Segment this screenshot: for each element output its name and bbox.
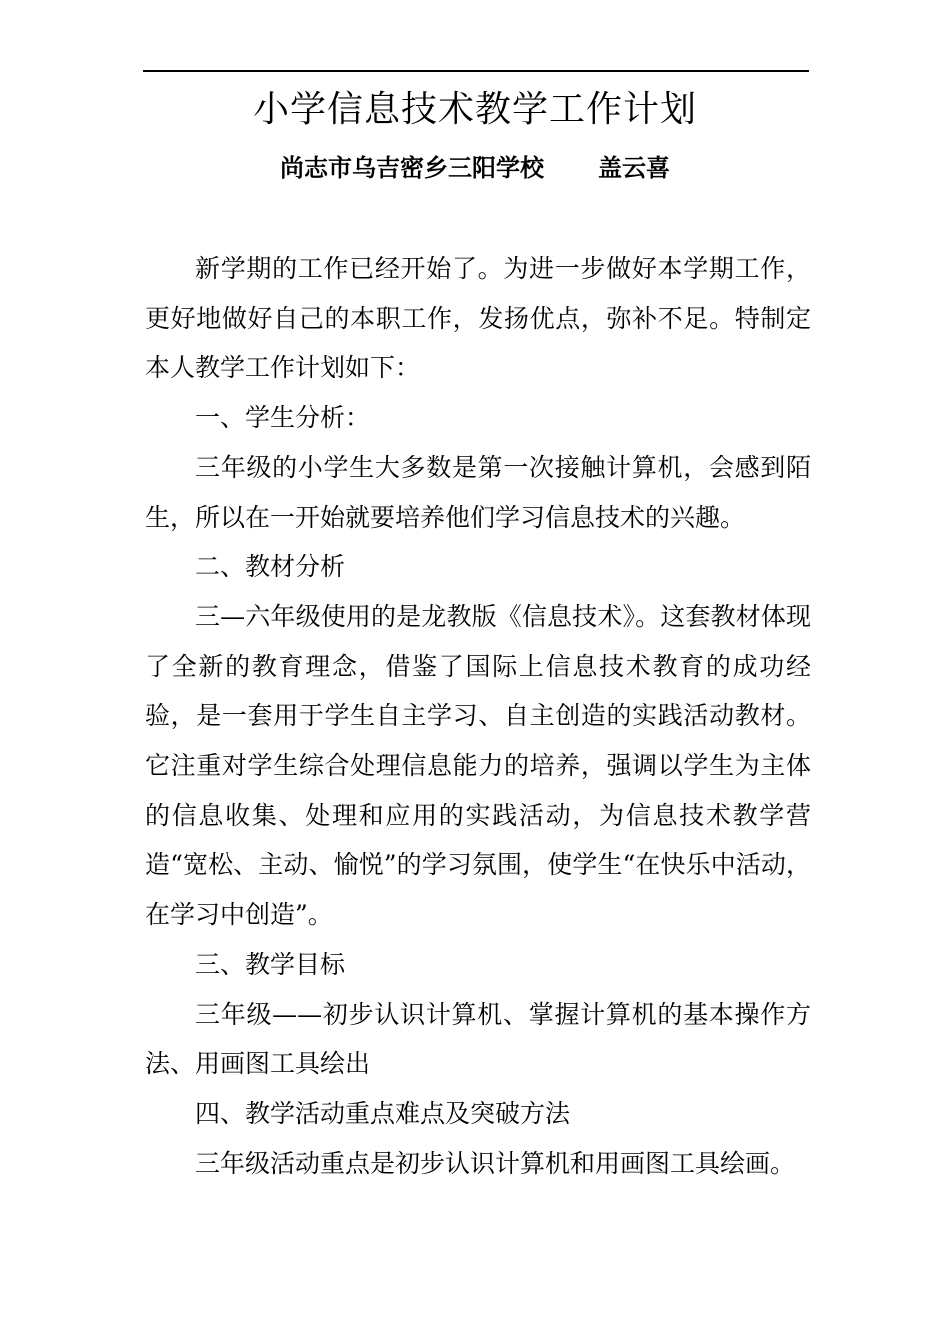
heading-textbook-analysis: 二、教材分析 bbox=[195, 552, 346, 582]
document-body bbox=[145, 244, 811, 1188]
byline bbox=[0, 150, 950, 186]
paragraph-intro: 新学期的工作已经开始了。为进一步做好本学期工作，更好地做好自己的本职工作，发扬优点，弥补不足。特制定本人教学工作计划如下： bbox=[145, 254, 811, 383]
paragraph-teaching-goals: 三年级——初步认识计算机、掌握计算机的基本操作方法、用画图工具绘出 bbox=[145, 999, 811, 1079]
school-name: 尚志市乌吉密乡三阳学校 bbox=[280, 153, 544, 182]
header-rule bbox=[143, 70, 809, 72]
author-name: 盖云喜 bbox=[598, 153, 670, 182]
paragraph-key-points: 三年级活动重点是初步认识计算机和用画图工具绘画。 bbox=[195, 1148, 796, 1178]
document-title: 小学信息技术教学工作计划 bbox=[252, 89, 697, 130]
heading-teaching-goals: 三、教学目标 bbox=[195, 949, 346, 979]
paragraph-textbook-analysis: 三—六年级使用的是龙教版《信息技术》。这套教材体现了全新的教育理念，借鉴了国际上信息技术教育的成功经验，是一套用于学生自主学习、自主创造的实践活动教材。它注重对学生综合处理信息能力的培养，强调以学生为主体的信息收集、处理和应用的实践活动，为信息技术教学营造“宽松、主动、愉悦”的学习氛围，使学生“在快乐中活动，在学习中创造”。 bbox=[145, 601, 811, 930]
heading-key-points: 四、教学活动重点难点及突破方法 bbox=[195, 1098, 571, 1128]
heading-student-analysis: 一、学生分析： bbox=[195, 403, 371, 433]
paragraph-student-analysis: 三年级的小学生大多数是第一次接触计算机，会感到陌生，所以在一开始就要培养他们学习信息技术的兴趣。 bbox=[145, 452, 811, 532]
